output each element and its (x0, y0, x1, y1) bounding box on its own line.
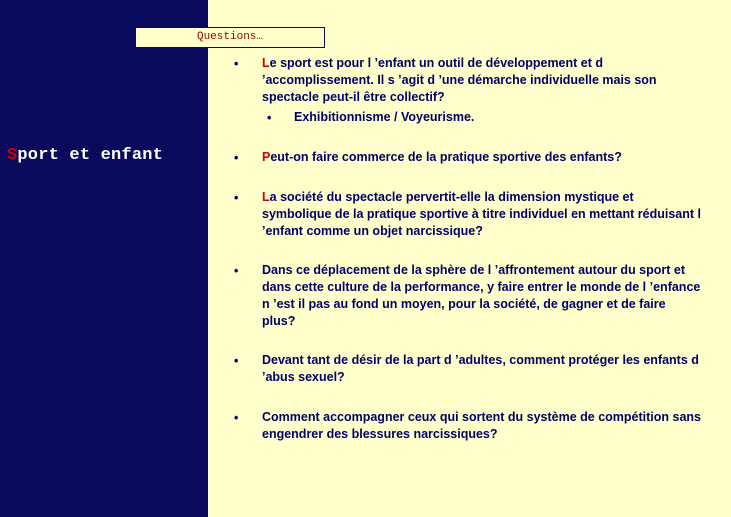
question-1-text: e sport est pour l ’enfant un outil de développement et d ’accomplissement. Il s ’agit d ’une démarche individuelle mais son spectacle peut-il être collectif? (262, 56, 657, 104)
section-label-box: Questions… (135, 27, 325, 48)
sub-item-text: Exhibitionnisme / Voyeurisme. (294, 110, 475, 124)
question-4-text: Dans ce déplacement de la sphère de l ’affrontement autour du sport et dans cette culture de la performance, y faire entrer le monde de l ’enfance n ’est il pas au fond un moyen, pour la société, de gagner et de faire plus? (262, 263, 701, 328)
question-2-first-letter: P (262, 150, 271, 164)
question-item-6 (262, 409, 702, 443)
question-6-text: Comment accompagner ceux qui sortent du système de compétition sans engendrer des blessures narcissiques? (262, 410, 701, 441)
bullet-icon: • (234, 354, 239, 368)
sub-bullet-icon: • (267, 111, 272, 125)
question-item-3 (262, 189, 702, 240)
slide-title (7, 146, 163, 165)
question-item-5 (262, 352, 702, 386)
question-item-2 (262, 149, 702, 166)
question-item-4 (262, 262, 702, 330)
bullet-icon: • (234, 411, 239, 425)
question-3-text: a société du spectacle pervertit-elle la dimension mystique et symbolique de la pratique sportive à titre individuel en mettant réduisant l ’enfant comme un objet narcissique? (262, 190, 701, 238)
bullet-icon: • (234, 57, 239, 71)
question-2-text: eut-on faire commerce de la pratique sportive des enfants? (270, 150, 622, 164)
title-first-letter: S (7, 146, 18, 165)
question-item-1 (262, 55, 702, 106)
sidebar-panel (0, 0, 208, 517)
question-3-first-letter: L (262, 190, 270, 204)
question-1-first-letter: L (262, 56, 270, 70)
question-5-text: Devant tant de désir de la part d ’adultes, comment protéger les enfants d ’abus sexuel? (262, 353, 699, 384)
bullet-icon: • (234, 264, 239, 278)
bullet-icon: • (234, 151, 239, 165)
sub-item-exhibitionnisme (294, 109, 474, 126)
title-rest: port et enfant (17, 146, 164, 165)
bullet-icon: • (234, 191, 239, 205)
